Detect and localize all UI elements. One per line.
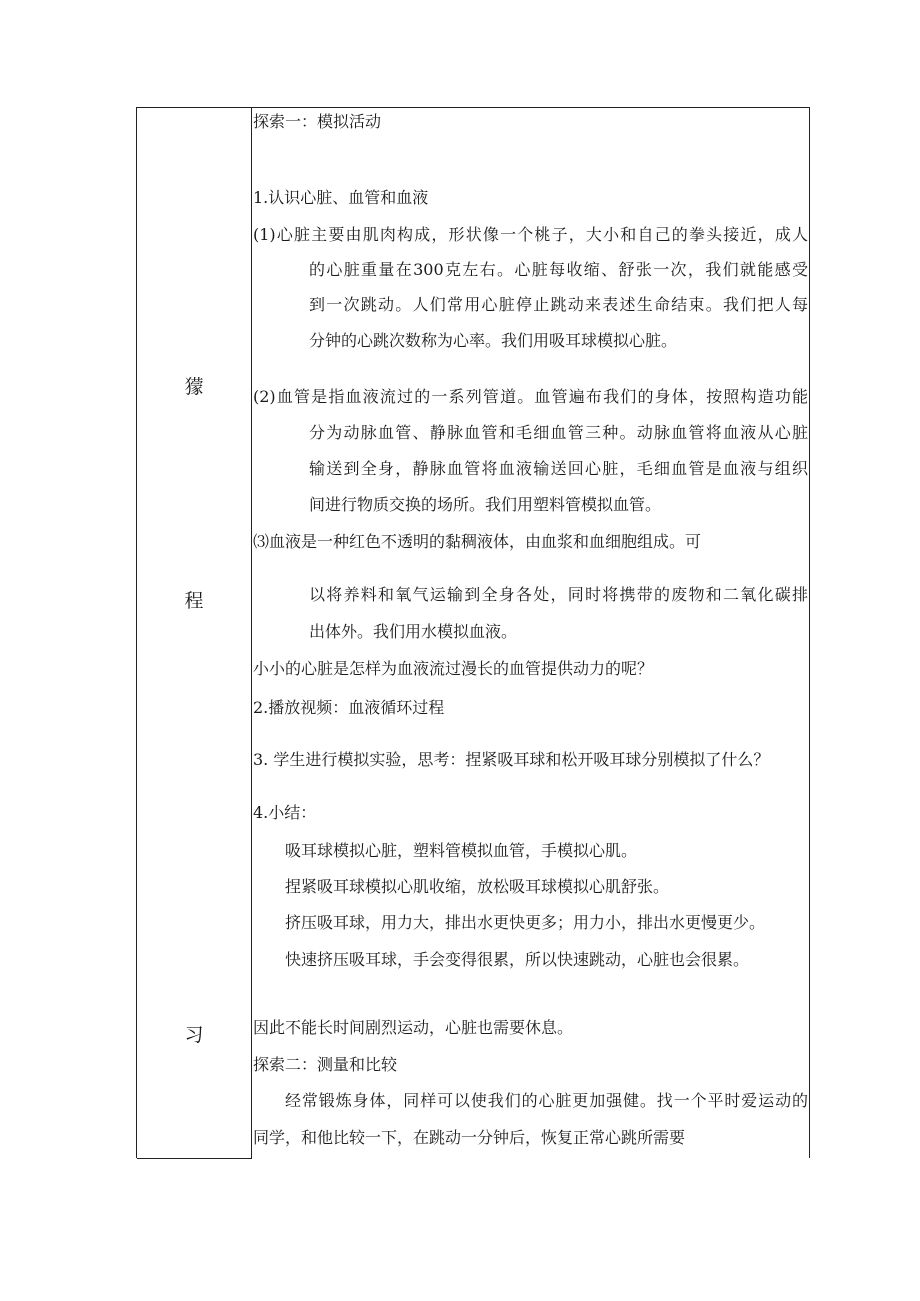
p1-line-2: 的心脏重量在300克左右。心脏每收缩、舒张一次，我们就能感受 xyxy=(309,260,808,279)
p2-line-1: (2)血管是指血液流过的一系列管道。血管遍布我们的身体，按照构造功能 xyxy=(253,387,808,406)
content-column xyxy=(253,108,809,1158)
p3-line-3: 出体外。我们用水模拟血液。 xyxy=(309,622,518,641)
label-column xyxy=(137,108,252,1159)
p2-line-2: 分为动脉血管、静脉血管和毛细血管三种。动脉血管将血液从心脏 xyxy=(309,423,808,442)
lesson-table xyxy=(136,107,810,1158)
section2-title: 2.播放视频：血液循环过程 xyxy=(253,698,445,717)
summary-line-4: 快速挤压吸耳球，手会变得很累，所以快速跳动，心脏也会很累。 xyxy=(285,950,750,969)
label-char-1: 獴 xyxy=(184,376,204,398)
label-char-3: 习 xyxy=(184,1024,204,1046)
section3-title: 3. 学生进行模拟实验，思考：捏紧吸耳球和松开吸耳球分别模拟了什么？ xyxy=(253,750,770,769)
label-char-2: 程 xyxy=(184,590,204,612)
section4-title: 4.小结： xyxy=(253,803,317,822)
p1-line-3: 到一次跳动。人们常用心脏停止跳动来表述生命结束。我们把人每 xyxy=(309,295,808,314)
question-text: 小小的心脏是怎样为血液流过漫长的血管提供动力的呢？ xyxy=(253,659,654,678)
explore1-title: 探索一：模拟活动 xyxy=(253,112,382,131)
p2-line-3: 输送到全身，静脉血管将血液输送回心脏，毛细血管是血液与组织 xyxy=(309,459,808,478)
explore2-title: 探索二：测量和比较 xyxy=(253,1055,398,1074)
summary-line-2: 捏紧吸耳球模拟心肌收缩，放松吸耳球模拟心肌舒张。 xyxy=(285,877,670,896)
explore2-line-2: 同学，和他比较一下，在跳动一分钟后，恢复正常心跳所需要 xyxy=(253,1128,686,1147)
summary-line-3: 挤压吸耳球，用力大，排出水更快更多；用力小，排出水更慢更少。 xyxy=(285,913,766,932)
explore2-line-1: 经常锻炼身体，同样可以使我们的心脏更加强健。找一个平时爱运动的 xyxy=(285,1091,808,1110)
summary-line-1: 吸耳球模拟心脏，塑料管模拟血管，手模拟心肌。 xyxy=(285,841,638,860)
p1-line-1: (1)心脏主要由肌肉构成，形状像一个桃子，大小和自己的拳头接近，成人 xyxy=(253,225,808,244)
p3-line-2: 以将养料和氧气运输到全身各处，同时将携带的废物和二氧化碳排 xyxy=(309,585,808,604)
p1-line-4: 分钟的心跳次数称为心率。我们用吸耳球模拟心脏。 xyxy=(309,331,678,350)
p3-line-1: ⑶血液是一种红色不透明的黏稠液体，由血浆和血细胞组成。可 xyxy=(253,532,702,551)
conclusion-text: 因此不能长时间剧烈运动，心脏也需要休息。 xyxy=(253,1018,574,1037)
section1-title: 1.认识心脏、血管和血液 xyxy=(253,188,429,207)
p2-line-4: 间进行物质交换的场所。我们用塑料管模拟血管。 xyxy=(309,495,662,514)
